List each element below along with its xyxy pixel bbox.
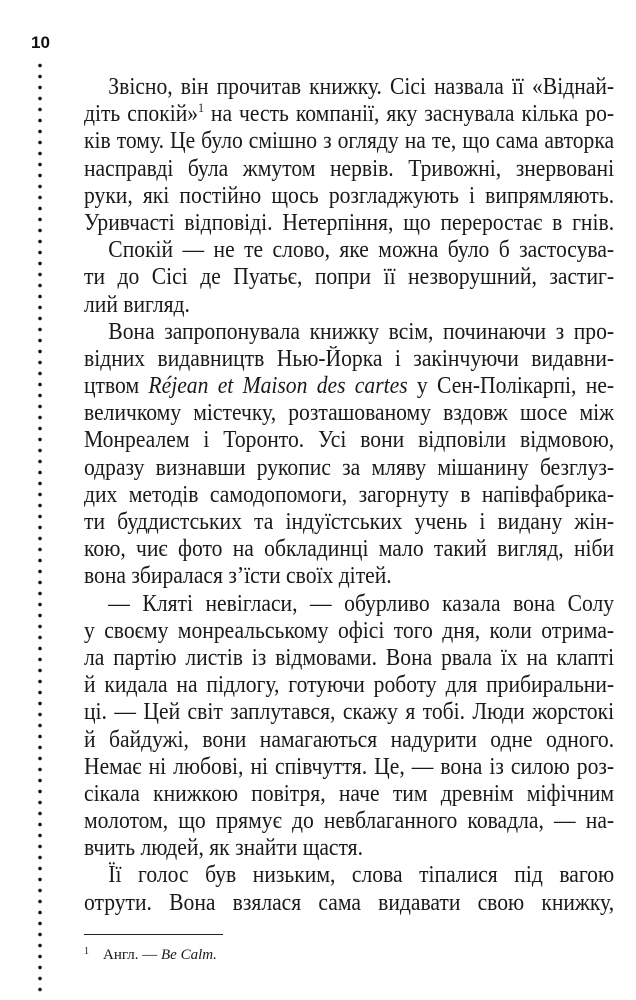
text-segment: вчить людей, як знайти щастя. xyxy=(84,835,364,862)
text-line xyxy=(84,890,614,917)
text-segment: у своєму монреальському офісі того дня, коли отрима- xyxy=(84,617,615,644)
text-segment: відних видавництв Нью-Йорка і закінчуючи видавни- xyxy=(84,345,615,372)
text-line xyxy=(84,292,614,319)
text-segment: Уривчасті відповіді. Нетерпіння, що переростає в гнів. xyxy=(84,209,615,236)
text-segment: Вона запропонувала книжку всім, починаючи з про- xyxy=(108,318,615,345)
text-segment: насправді була жмутом нервів. Тривожні, знервовані xyxy=(84,155,615,182)
text-line xyxy=(84,591,614,618)
text-line xyxy=(84,482,614,509)
text-segment: ла партію листів із відмовами. Вона рвала їх на клапті xyxy=(84,644,615,671)
text-segment: руки, які постійно щось розгладжують і випрямляють. xyxy=(84,182,615,209)
footnote-divider xyxy=(84,934,223,935)
text-line xyxy=(84,400,614,427)
footnote xyxy=(84,946,217,964)
text-line xyxy=(84,264,614,291)
text-line xyxy=(84,156,614,183)
footnote-text: Англ. — xyxy=(103,947,161,963)
text-line xyxy=(84,672,614,699)
text-segment: на честь компанії, яку заснувала кілька ро- xyxy=(203,101,615,128)
italic-text: Réjean et Maison des cartes xyxy=(148,373,408,400)
text-line xyxy=(84,754,614,781)
text-segment: сікала книжкою повітря, наче тим древнім міфічним xyxy=(84,780,615,807)
text-line xyxy=(84,74,614,101)
text-line xyxy=(84,727,614,754)
text-line xyxy=(84,455,614,482)
text-line xyxy=(84,536,614,563)
text-segment: у Сен-Полікарпі, не- xyxy=(407,373,615,400)
text-segment: кою, чиє фото на обкладинці мало такий вигляд, ніби xyxy=(84,536,615,563)
text-segment: ти до Сісі де Пуатьє, попри її незворушний, застиг- xyxy=(84,264,615,291)
text-line xyxy=(84,237,614,264)
text-line xyxy=(84,509,614,536)
footnote-reference: 1 xyxy=(198,100,204,116)
footnote-mark: 1 xyxy=(84,946,89,957)
text-segment: ків тому. Це було смішно з огляду на те, що сама авторка xyxy=(84,128,615,155)
text-segment: діть спокій» xyxy=(84,101,199,128)
text-line xyxy=(84,319,614,346)
text-segment: величкому містечку, розташованому вздовж шосе між xyxy=(84,400,615,427)
text-line xyxy=(84,128,614,155)
text-segment: молотом, що прямує до невблаганного ковадла, — на- xyxy=(84,808,615,835)
text-segment: Спокій — не те слово, яке можна було б застосува- xyxy=(108,237,615,264)
text-segment: ці. — Цей світ заплутався, скажу я тобі. Люди жорстокі xyxy=(84,699,615,726)
text-segment: — Кляті невігласи, — обурливо казала вона Солу xyxy=(108,590,615,617)
text-segment: й кидала на підлогу, готуючи роботу для прибиральни- xyxy=(84,672,615,699)
text-segment: Немає ні любові, ні співчуття. Це, — вона із силою роз- xyxy=(84,753,615,780)
text-line xyxy=(84,210,614,237)
text-segment: Звісно, він прочитав книжку. Сісі назвала її «Віднай- xyxy=(108,74,615,100)
text-segment: отрути. Вона взялася сама видавати свою книжку, xyxy=(84,889,615,916)
page-number: 10 xyxy=(31,33,50,52)
text-line xyxy=(84,101,614,128)
text-line xyxy=(84,835,614,862)
text-segment: вона збиралася з’їсти своїх дітей. xyxy=(84,563,392,590)
dotted-margin-decoration xyxy=(37,60,43,995)
text-segment: Монреалем і Торонто. Усі вони відповіли відмовою, xyxy=(84,427,615,454)
text-line xyxy=(84,427,614,454)
text-segment: дих методів самодопомоги, загорнуту в напівфабрика- xyxy=(84,481,615,508)
text-line xyxy=(84,346,614,373)
text-segment: ти буддистських та індуїстських учень і видану жін- xyxy=(84,509,615,535)
text-line xyxy=(84,645,614,672)
text-line xyxy=(84,563,614,590)
text-segment: цтвом xyxy=(84,373,149,400)
text-segment: Її голос був низьким, слова тіпалися під вагою xyxy=(108,862,615,889)
text-line xyxy=(84,862,614,889)
text-line xyxy=(84,618,614,645)
text-line xyxy=(84,781,614,808)
text-segment: одразу визнавши рукопис за мляву мішанину безглуз- xyxy=(84,454,615,481)
text-line xyxy=(84,808,614,835)
body-text xyxy=(84,74,614,917)
text-line xyxy=(84,699,614,726)
text-line xyxy=(84,183,614,210)
text-segment: лий вигляд. xyxy=(84,291,190,318)
text-line xyxy=(84,373,614,400)
text-segment: й байдужі, вони намагаються надурити одне одного. xyxy=(84,726,615,753)
footnote-italic: Be Calm. xyxy=(161,947,217,963)
